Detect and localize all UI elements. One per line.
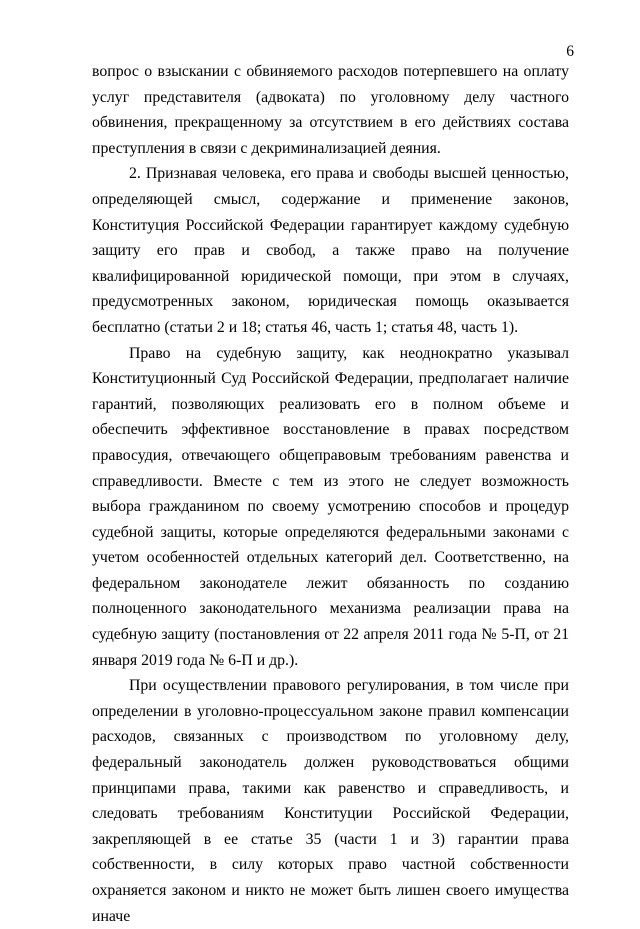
- paragraph-judicial-protection: Право на судебную защиту, как неоднократно указывал Конституционный Суд Российской Федерации, предполагает наличие гарантий, позволяющих реализовать его в полном объеме и обеспечить эффективное восстановление в правах посредством правосудия, отвечающего общеправовым требованиям равенства и справедливости. Вместе с тем из этого не следует возможность выбора гражданином по своему усмотрению способов и процедур судебной защиты, которые определяются федеральными законами с учетом особенностей отдельных категорий дел. Соответственно, на федеральном законодателе лежит обязанность по созданию полноценного законодательного механизма реализации права на судебную защиту (постановления от 22 апреля 2011 года № 5-П, от 21 января 2019 года № 6-П и др.).: [92, 344, 569, 669]
- paragraph-continuation: вопрос о взыскании с обвиняемого расходов потерпевшего на оплату услуг представителя (адвоката) по уголовному делу частного обвинения, прекращенному за отсутствием в его действиях состава преступления в связи с декриминализацией деяния.: [92, 63, 569, 157]
- page-number: 6: [566, 43, 574, 60]
- paragraph-section-2: 2. Признавая человека, его права и свободы высшей ценностью, определяющей смысл, содержание и применение законов, Конституция Российской Федерации гарантирует каждому судебную защиту его прав и свобод, а также право на получение квалифицированной юридической помощи, при этом в случаях, предусмотренных законом, юридическая помощь оказывается бесплатно (статьи 2 и 18; статья 46, часть 1; статья 48, часть 1).: [92, 165, 569, 336]
- paragraph-legal-regulation: При осуществлении правового регулирования, в том числе при определении в уголовно-процессуальном законе правил компенсации расходов, связанных с производством по уголовному делу, федеральный законодатель должен руководствоваться общими принципами права, такими как равенство и справедливость, и следовать требованиям Конституции Российской Федерации, закрепляющей в ее статье 35 (части 1 и 3) гарантии права собственности, в силу которых право частной собственности охраняется законом и никто не может быть лишен своего имущества иначе: [92, 677, 569, 925]
- document-body: [92, 59, 569, 929]
